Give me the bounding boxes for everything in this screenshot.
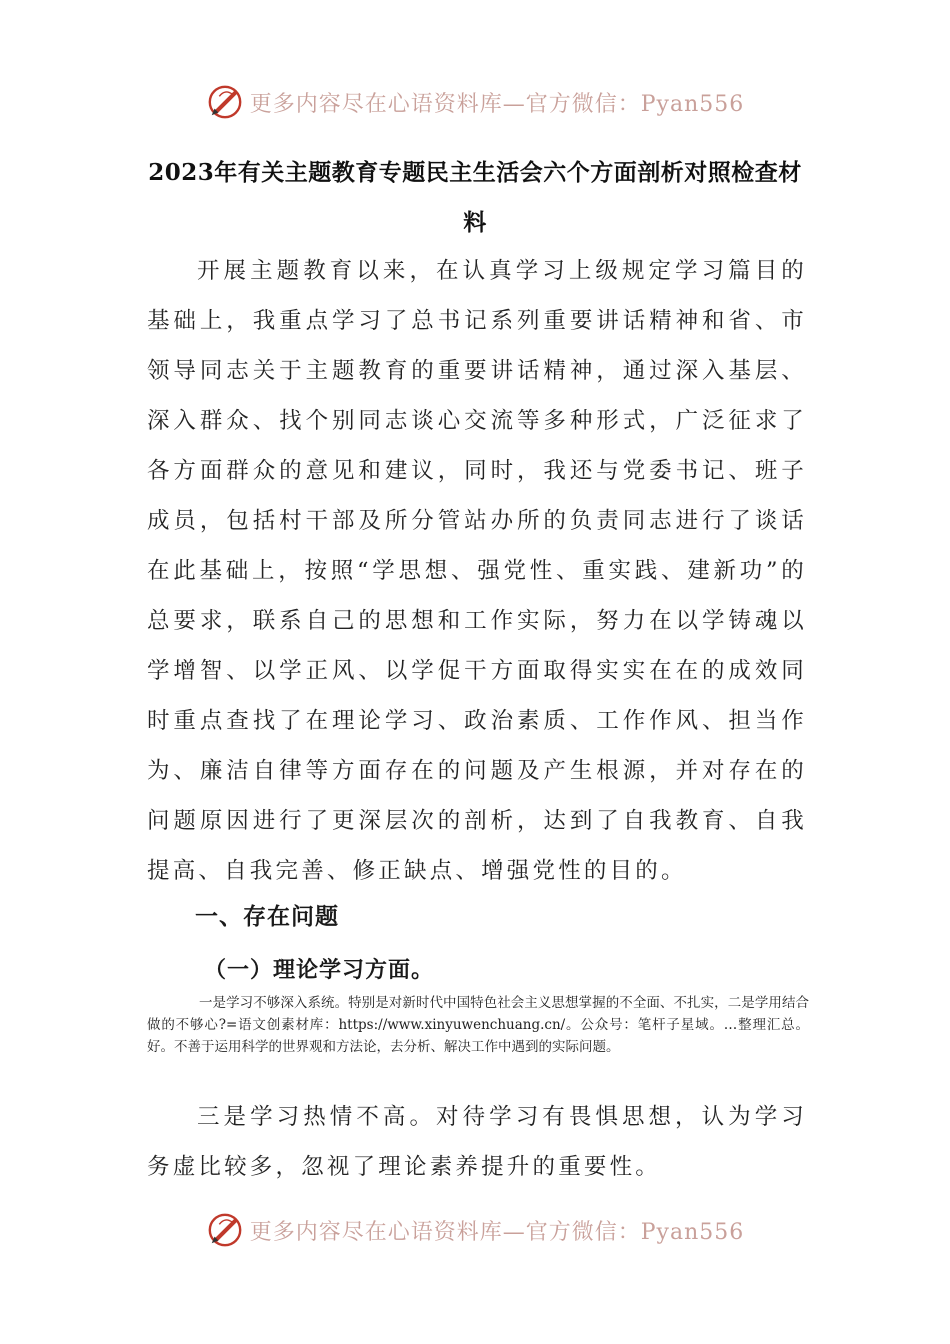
subsection-heading: （一）理论学习方面。 bbox=[204, 957, 435, 983]
document-title: 2023年有关主题教育专题民主生活会六个方面剖析对照检查材料 bbox=[148, 159, 802, 236]
pen-logo-icon bbox=[206, 83, 244, 121]
pen-logo-icon bbox=[206, 1211, 244, 1249]
paragraph-three: 三是学习热情不高。对待学习有畏惧思想，认为学习务虚比较多，忽视了理论素养提升的重要性。 bbox=[147, 1104, 807, 1180]
header-banner-text: 更多内容尽在心语资料库—官方微信：Pyan556 bbox=[249, 91, 745, 117]
small-paragraph: 一是学习不够深入系统。特别是对新时代中国特色社会主义思想掌握的不全面、不扎实，二是学用结合做的不够心?=语文创素材库：https://www.xinyuwenchuang.cn/。公众号：笔杆子星域。…整理汇总。好。不善于运用科学的世界观和方法论，去分析、解决工作中遇到的实际问题。 bbox=[147, 995, 809, 1055]
footer-banner-text: 更多内容尽在心语资料库—官方微信：Pyan556 bbox=[249, 1219, 745, 1245]
footer-banner bbox=[0, 1208, 950, 1252]
section-heading: 一、存在问题 bbox=[195, 903, 339, 930]
intro-paragraph: 开展主题教育以来，在认真学习上级规定学习篇目的基础上，我重点学习了总书记系列重要讲话精神和省、市领导同志关于主题教育的重要讲话精神，通过深入基层、深入群众、找个别同志谈心交流等多种形式，广泛征求了各方面群众的意见和建议，同时，我还与党委书记、班子成员，包括村干部及所分管站办所的负责同志进行了谈话在此基础上，按照“学思想、强党性、重实践、建新功”的总要求，联系自己的思想和工作实际，努力在以学铸魂以学增智、以学正风、以学促干方面取得实实在在的成效同时重点查找了在理论学习、政治素质、工作作风、担当作为、廉洁自律等方面存在的问题及产生根源，并对存在的问题原因进行了更深层次的剖析，达到了自我教育、自我提高、自我完善、修正缺点、增强党性的目的。 bbox=[147, 258, 807, 884]
header-banner bbox=[0, 80, 950, 124]
